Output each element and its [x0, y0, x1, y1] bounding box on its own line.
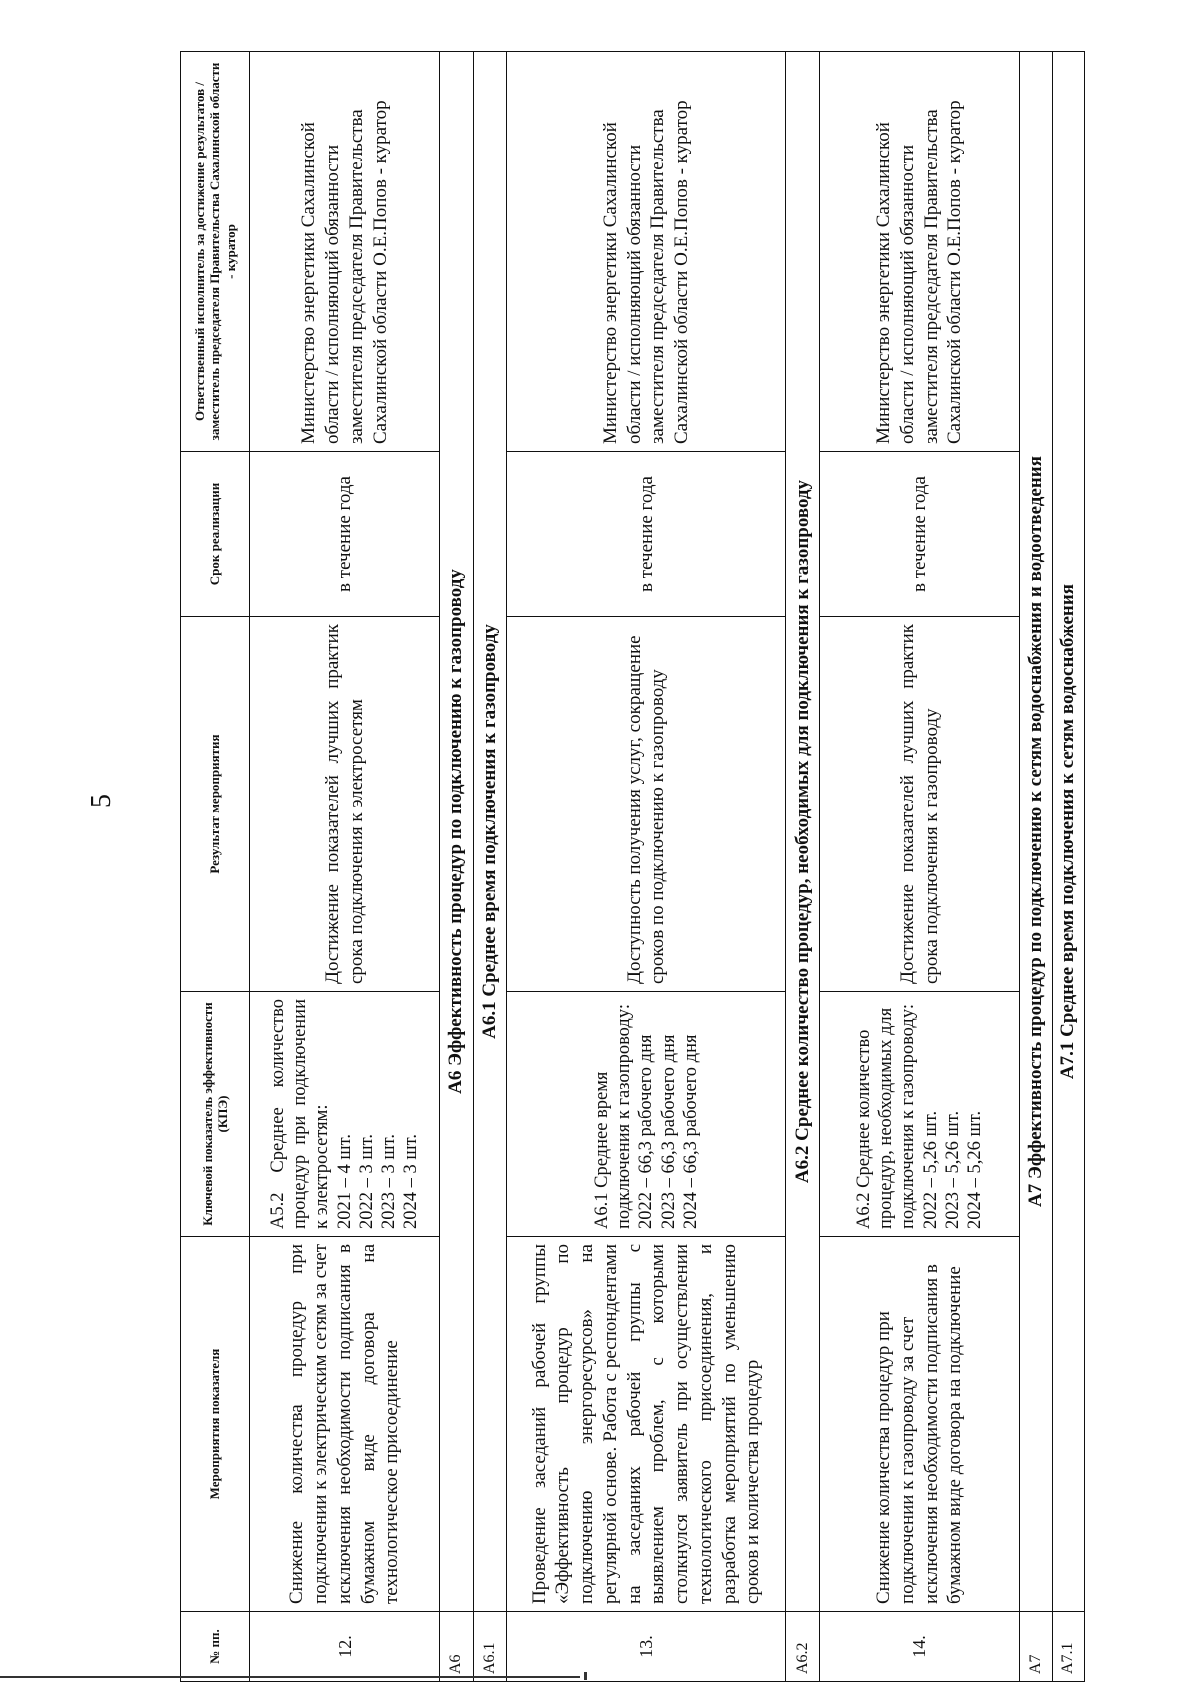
result-cell: Доступность получения услуг, сокращение сроков по подключению к газопроводу [507, 617, 786, 992]
header-result: Результат мероприятия [181, 617, 250, 992]
kpi-value: 2022 – 66,3 рабочего дня [636, 1034, 657, 1229]
kpi-title: А6.2 Среднее количество процедур, необходимых для подключения к газопроводу: [854, 1004, 919, 1229]
section-title: А6.1 Среднее время подключения к газопроводу [473, 52, 507, 1612]
responsible-cell: Министерство энергетики Сахалинской области / исполняющий обязанности заместителя председателя Правительства Сахалинской области О.Е.Попов - куратор [507, 52, 786, 452]
footer-rule [0, 1676, 580, 1678]
row-num: 12. [250, 1612, 440, 1682]
row-num: 14. [820, 1612, 1020, 1682]
kpi-title: А5.2 Среднее количество процедур при подключении к электросетям: [268, 999, 333, 1229]
kpi-value: 2023 – 66,3 рабочего дня [658, 1034, 679, 1229]
section-code: А7.1 [1052, 1612, 1084, 1682]
kpi-cell [820, 992, 1020, 1237]
kpi-title: А6.1 Среднее время подключения к газопроводу: [591, 1004, 635, 1229]
term-cell: в течение года [507, 452, 786, 617]
kpi-value: 2024 – 66,3 рабочего дня [680, 1034, 701, 1229]
result-cell: Достижение показателей лучших практик срока подключения к электросетям [250, 617, 440, 992]
term-cell: в течение года [250, 452, 440, 617]
section-title: А6 Эффективность процедур по подключению к газопроводу [440, 52, 474, 1612]
kpi-value: 2023 – 3 шт. [379, 1134, 400, 1229]
kpi-value: 2024 – 3 шт. [401, 1134, 422, 1229]
header-responsible: Ответственный исполнитель за достижение результатов / заместитель председателя Правительства Сахалинской области - куратор [181, 52, 250, 452]
section-row-a71 [1052, 52, 1084, 1682]
header-row [181, 52, 250, 1682]
kpi-value: 2023 – 5,26 шт. [942, 1110, 963, 1229]
kpi-value: 2024 – 5,26 шт. [965, 1110, 986, 1229]
section-title: А6.2 Среднее количество процедур, необходимых для подключения к газопроводу [786, 52, 820, 1612]
header-num: № пп. [181, 1612, 250, 1682]
section-code: А7 [1020, 1612, 1052, 1682]
term-cell: в течение года [820, 452, 1020, 617]
measures-table [180, 51, 1085, 1682]
responsible-cell: Министерство энергетики Сахалинской области / исполняющий обязанности заместителя председателя Правительства Сахалинской области О.Е.Попов - куратор [250, 52, 440, 452]
table-row-12 [250, 52, 440, 1682]
page-number: 5 [86, 794, 117, 808]
measures-table-rotated [180, 52, 1085, 1682]
header-term: Срок реализации [181, 452, 250, 617]
section-code: А6 [440, 1612, 474, 1682]
row-num: 13. [507, 1612, 786, 1682]
section-title: А7 Эффективность процедур по подключению к сетям водоснабжения и водоотведения [1020, 52, 1052, 1612]
kpi-cell [507, 992, 786, 1237]
header-measure: Мероприятия показателя [181, 1237, 250, 1612]
section-row-a7 [1020, 52, 1052, 1682]
table-row-13 [507, 52, 786, 1682]
section-row-a6 [440, 52, 474, 1682]
section-row-a61 [473, 52, 507, 1682]
table-row-14 [820, 52, 1020, 1682]
responsible-cell: Министерство энергетики Сахалинской области / исполняющий обязанности заместителя председателя Правительства Сахалинской области О.Е.Попов - куратор [820, 52, 1020, 452]
measure-cell: Снижение количества процедур при подключении к электрическим сетям за счет исключения необходимости подписания в бумажном виде договора на технологическое присоединение [250, 1237, 440, 1612]
kpi-value: 2022 – 5,26 шт. [920, 1110, 941, 1229]
section-code: А6.1 [473, 1612, 507, 1682]
section-code: А6.2 [786, 1612, 820, 1682]
result-cell: Достижение показателей лучших практик срока подключения к газопроводу [820, 617, 1020, 992]
section-row-a62 [786, 52, 820, 1682]
measure-cell: Снижение количества процедур при подключении к газопроводу за счет исключения необходимости подписания в бумажном виде договора на подключение [820, 1237, 1020, 1612]
footer-mark [584, 1672, 587, 1680]
measure-cell: Проведение заседаний рабочей группы «Эффективность процедур по подключению энергоресурсов» на регулярной основе. Работа с респондентами на заседаниях рабочей группы с выявлением проблем, с которыми столкнулся заявитель при осуществлении технологического присоединения, и разработка мероприятий по уменьшению сроков и количества процедур [507, 1237, 786, 1612]
section-title: А7.1 Среднее время подключения к сетям водоснабжения [1052, 52, 1084, 1612]
kpi-cell [250, 992, 440, 1237]
kpi-value: 2021 – 4 шт. [334, 1134, 355, 1229]
kpi-value: 2022 – 3 шт. [356, 1134, 377, 1229]
header-kpi: Ключевой показатель эффективности (КПЭ) [181, 992, 250, 1237]
